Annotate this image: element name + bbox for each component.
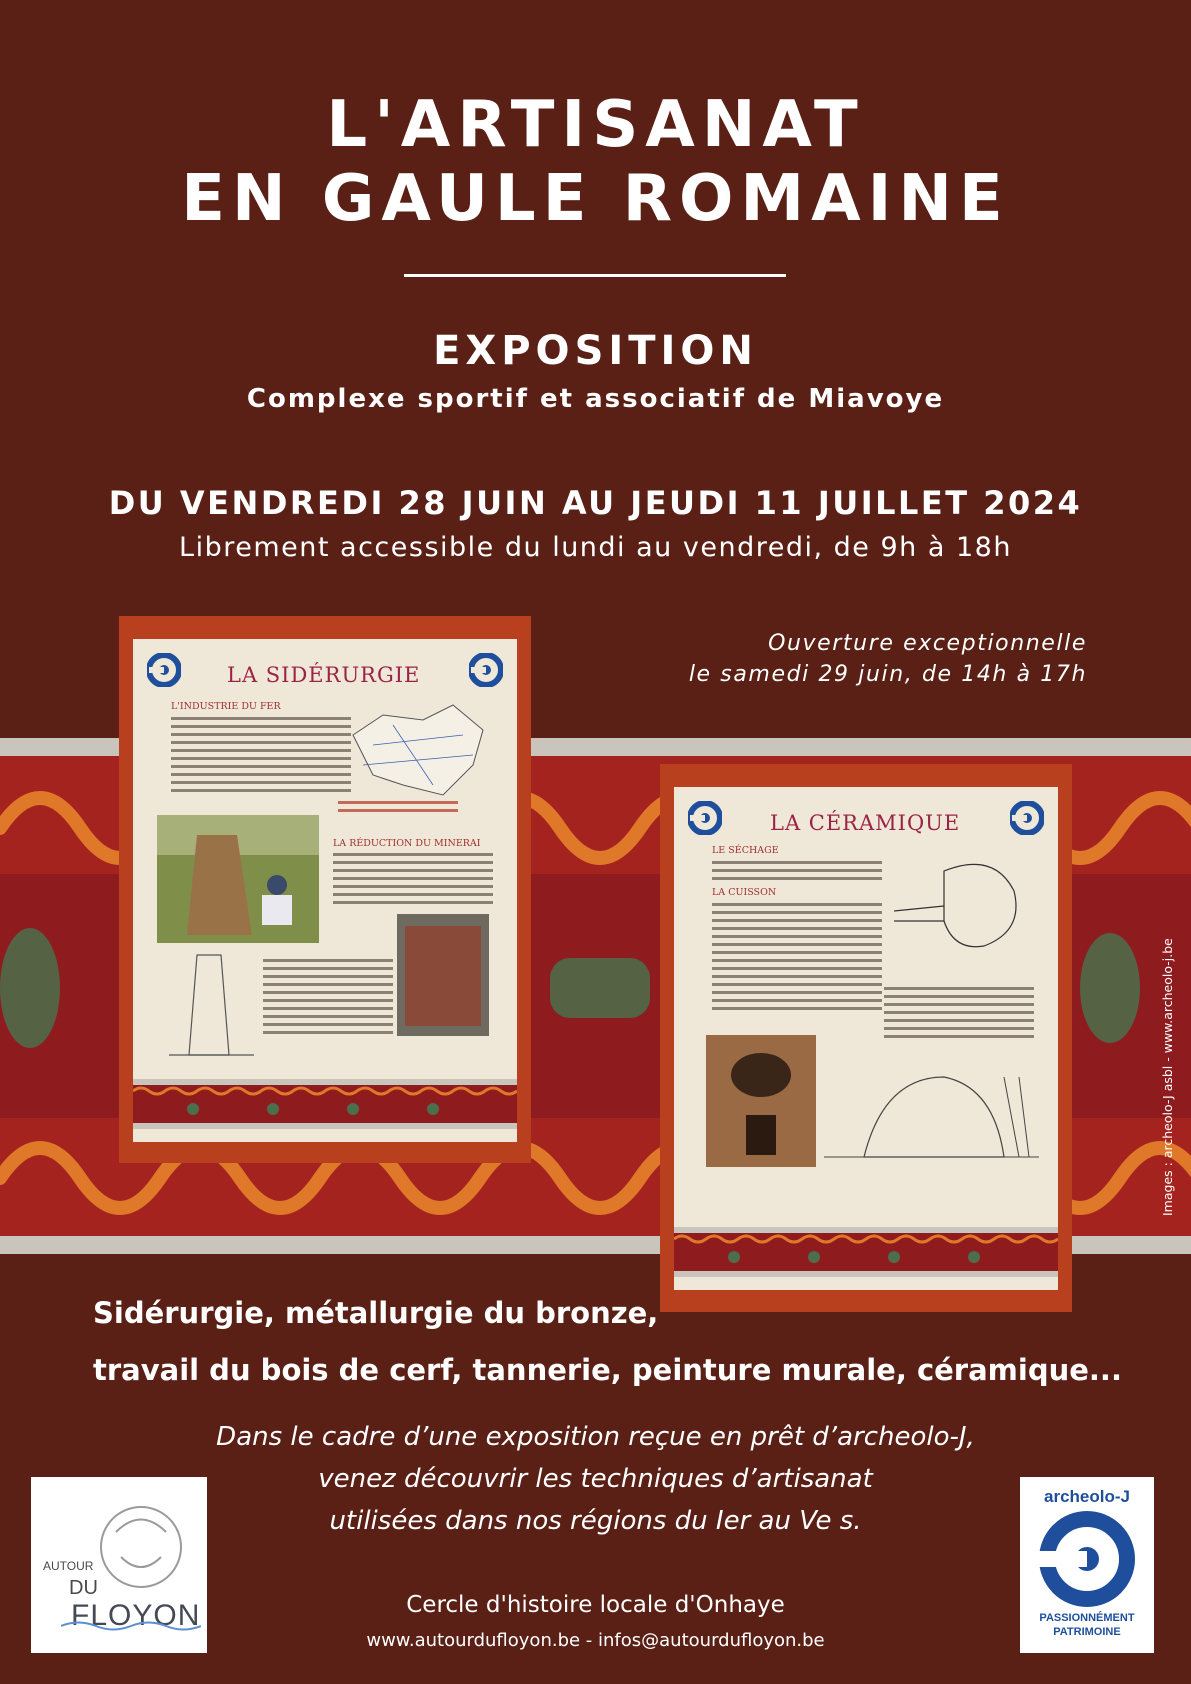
- poster-section-title: LA RÉDUCTION DU MINERAI: [333, 838, 481, 849]
- poster-ceramique: [660, 764, 1072, 1312]
- roman-head-icon: [91, 1497, 191, 1607]
- poster-section-title: LA CUISSON: [712, 887, 777, 898]
- logo-right-tagline-2: PATRIMOINE: [1053, 1626, 1121, 1638]
- intro-line-3: utilisées dans nos régions du Ier au Ve s.: [329, 1506, 862, 1536]
- archeolo-swirl-icon: [1034, 1511, 1140, 1607]
- logo-left-small: AUTOUR: [43, 1559, 94, 1573]
- poster-siderurgie: [119, 616, 531, 1163]
- kiln-diagram: [884, 851, 1044, 961]
- kiln-photo: [706, 1035, 816, 1167]
- title-divider: [404, 274, 786, 277]
- intro-line-1: Dans le cadre d’une exposition reçue en prêt d’archeolo-J,: [216, 1422, 975, 1452]
- contact-info[interactable]: www.autourdufloyon.be - infos@autourdufloyon.be: [366, 1630, 825, 1651]
- poster-section-title: L'INDUSTRIE DU FER: [171, 701, 281, 712]
- poster-section-title: LE SÉCHAGE: [712, 845, 779, 856]
- archeolo-logo-icon: [688, 801, 722, 835]
- title-line-2: EN GAULE ROMAINE: [181, 162, 1010, 236]
- map-illustration: [343, 695, 493, 805]
- special-opening-line-2: le samedi 29 juin, de 14h à 17h: [688, 662, 1087, 687]
- furnace-diagram: [159, 945, 259, 1065]
- logo-right-name: archeolo-J: [1044, 1487, 1130, 1506]
- logo-left-du: DU: [69, 1577, 98, 1599]
- special-opening-line-1: Ouverture exceptionnelle: [768, 631, 1087, 656]
- intro-line-2: venez découvrir les techniques d’artisanat: [318, 1464, 873, 1494]
- event-venue: Complexe sportif et associatif de Miavoye: [246, 384, 945, 414]
- special-opening: [689, 628, 1087, 690]
- logo-right-tagline-1: PASSIONNÉMENT: [1039, 1612, 1135, 1624]
- event-hours: Librement accessible du lundi au vendredi, de 9h à 18h: [179, 532, 1012, 563]
- poster-frieze: [674, 1227, 1058, 1277]
- poster-title: LA CÉRAMIQUE: [770, 811, 961, 835]
- poster-title: LA SIDÉRURGIE: [227, 663, 421, 687]
- wave-icon: [61, 1619, 201, 1633]
- event-dates: DU VENDREDI 28 JUIN AU JEUDI 11 JUILLET 2024: [108, 484, 1083, 522]
- archeolo-j-logo: [1020, 1477, 1154, 1653]
- themes-line-2: travail du bois de cerf, tannerie, peinture murale, céramique...: [93, 1353, 1122, 1387]
- workshop-drawing: [824, 1057, 1039, 1169]
- autour-du-floyon-logo: [31, 1477, 207, 1653]
- title-line-1: L'ARTISANAT: [326, 88, 865, 162]
- archeolo-logo-icon: [469, 653, 503, 687]
- themes-line-1: Sidérurgie, métallurgie du bronze,: [93, 1296, 659, 1330]
- image-credit: [1160, 926, 1186, 1216]
- poster-frieze: [133, 1079, 517, 1129]
- image-credit-text: Images : archeolo-J asbl - www.archeolo-j.be: [1160, 938, 1175, 1216]
- ore-photo: [397, 914, 489, 1036]
- furnace-photo: [157, 815, 319, 943]
- logo-left-name: FLOYON: [71, 1599, 201, 1632]
- event-label: EXPOSITION: [433, 328, 758, 374]
- archeolo-logo-icon: [1010, 801, 1044, 835]
- logo-right-tagline: [1020, 1611, 1154, 1639]
- archeolo-logo-icon: [147, 653, 181, 687]
- organizer: Cercle d'histoire locale d'Onhaye: [406, 1592, 785, 1618]
